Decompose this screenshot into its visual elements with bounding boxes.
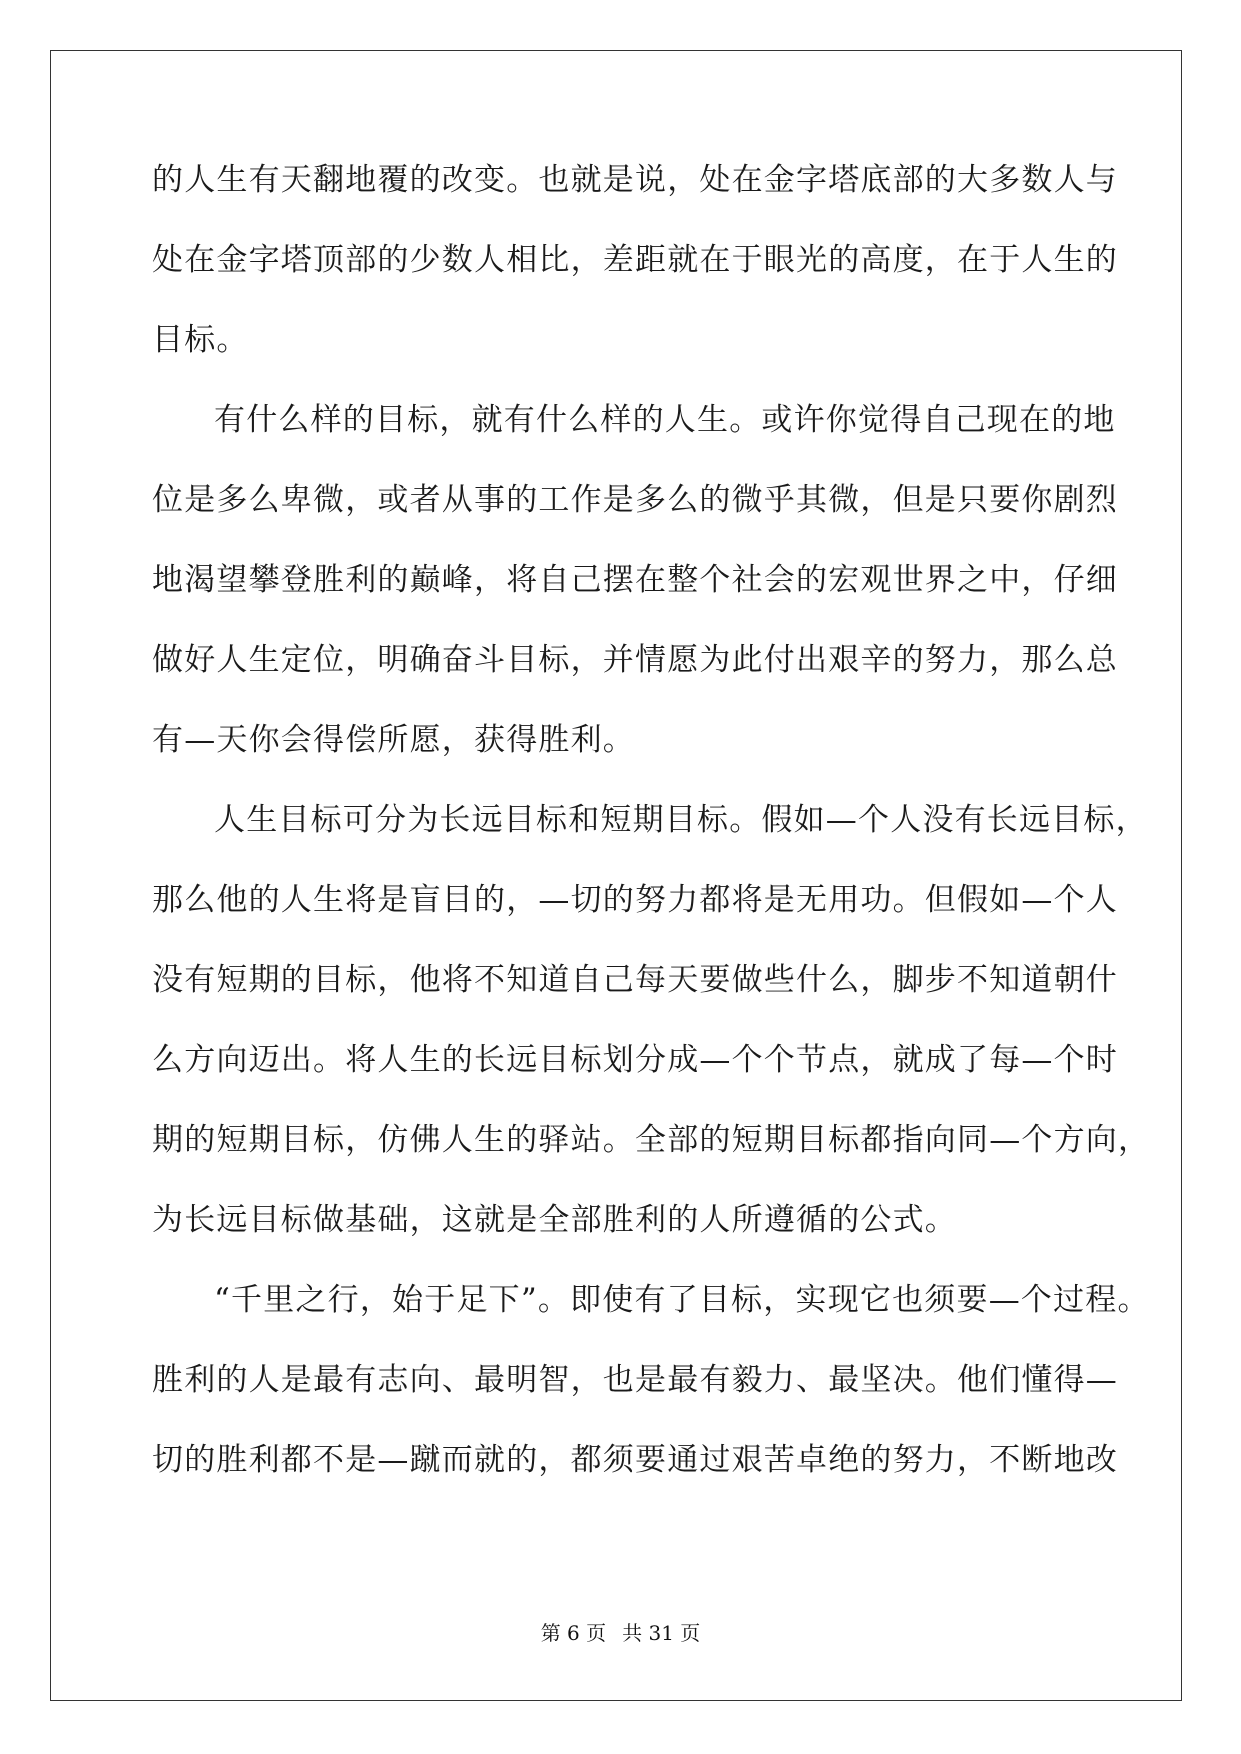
- text-line: 地渴望攀登胜利的巅峰，将自己摆在整个社会的宏观世界之中，仔细: [152, 562, 1118, 598]
- page-number: 第 6 页: [540, 1621, 607, 1645]
- page-footer: [0, 1621, 1241, 1645]
- text-line: 处在金字塔顶部的少数人相比，差距就在于眼光的高度，在于人生的: [152, 242, 1118, 278]
- text-line: 切的胜利都不是—蹴而就的，都须要通过艰苦卓绝的努力，不断地改: [152, 1442, 1118, 1478]
- text-line: 的人生有天翻地覆的改变。也就是说，处在金字塔底部的大多数人与: [152, 162, 1118, 198]
- text-line: 目标。: [152, 322, 249, 358]
- text-line: 胜利的人是最有志向、最明智，也是最有毅力、最坚决。他们懂得—: [152, 1362, 1118, 1398]
- text-line: 有—天你会得偿所愿，获得胜利。: [152, 722, 635, 758]
- paragraph-start-line: 人生目标可分为长远目标和短期目标。假如—个人没有长远目标，: [214, 802, 1148, 838]
- text-line: 做好人生定位，明确奋斗目标，并情愿为此付出艰辛的努力，那么总: [152, 642, 1118, 678]
- text-line: 么方向迈出。将人生的长远目标划分成—个个节点，就成了每—个时: [152, 1042, 1118, 1078]
- total-pages: 共 31 页: [622, 1621, 701, 1645]
- text-line: 没有短期的目标，他将不知道自己每天要做些什么，脚步不知道朝什: [152, 962, 1118, 998]
- text-line: 期的短期目标，仿佛人生的驿站。全部的短期目标都指向同—个方向，: [152, 1122, 1151, 1158]
- paragraph-start-line: 有什么样的目标，就有什么样的人生。或许你觉得自己现在的地: [214, 402, 1116, 438]
- paragraph-start-line: “千里之行，始于足下”。即使有了目标，实现它也须要—个过程。: [214, 1282, 1150, 1318]
- text-line: 为长远目标做基础，这就是全部胜利的人所遵循的公式。: [152, 1202, 957, 1238]
- text-line: 那么他的人生将是盲目的，—切的努力都将是无用功。但假如—个人: [152, 882, 1118, 918]
- text-line: 位是多么卑微，或者从事的工作是多么的微乎其微，但是只要你剧烈: [152, 482, 1118, 518]
- document-body: [152, 160, 1151, 1520]
